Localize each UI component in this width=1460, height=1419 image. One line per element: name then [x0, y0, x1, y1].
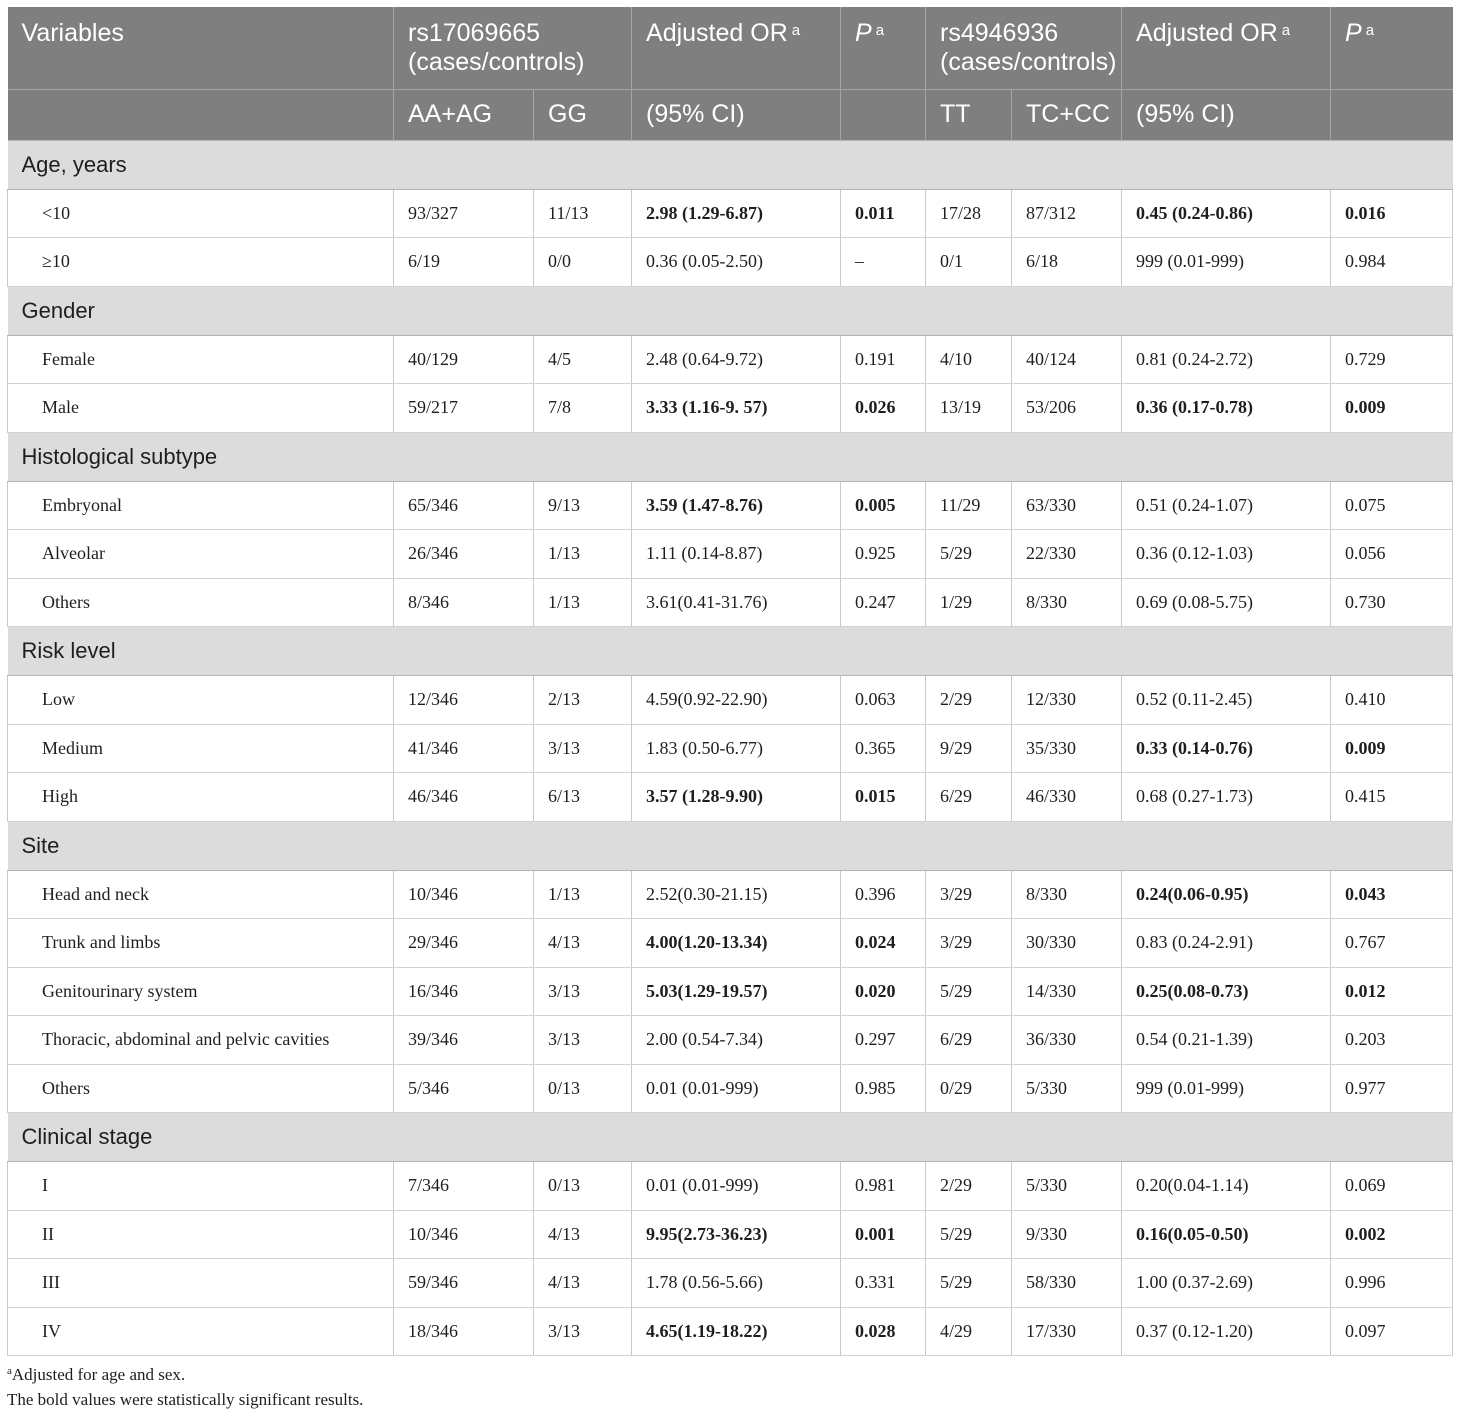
p1-cell: 0.985 — [841, 1064, 926, 1113]
variable-cell: Embryonal — [8, 481, 394, 530]
aa-ag-count-cell: 41/346 — [394, 724, 534, 773]
table-row — [8, 530, 1453, 579]
or1-cell: 0.01 (0.01-999) — [632, 1162, 841, 1211]
or1-cell: 3.61(0.41-31.76) — [632, 578, 841, 627]
aa-ag-count-cell: 16/346 — [394, 967, 534, 1016]
tc-cc-count-cell: 63/330 — [1012, 481, 1122, 530]
header-or2: Adjusted OR $^a$ — [1122, 7, 1331, 89]
gg-count-cell: 7/8 — [534, 384, 632, 433]
or2-cell: 0.81 (0.24-2.72) — [1122, 335, 1331, 384]
p1-cell: 0.005 — [841, 481, 926, 530]
table-row — [8, 1064, 1453, 1113]
aa-ag-count-cell: 8/346 — [394, 578, 534, 627]
variable-cell: I — [8, 1162, 394, 1211]
variable-cell: III — [8, 1259, 394, 1308]
tc-cc-count-cell: 12/330 — [1012, 676, 1122, 725]
tc-cc-count-cell: 17/330 — [1012, 1307, 1122, 1356]
p1-cell: 0.396 — [841, 870, 926, 919]
variable-cell: Male — [8, 384, 394, 433]
p2-cell: 0.043 — [1331, 870, 1453, 919]
table-row — [8, 870, 1453, 919]
table-row — [8, 481, 1453, 530]
group-row — [8, 432, 1453, 481]
p2-cell: 0.002 — [1331, 1210, 1453, 1259]
tt-count-cell: 17/28 — [926, 189, 1012, 238]
or1-cell: 5.03(1.29-19.57) — [632, 967, 841, 1016]
tc-cc-count-cell: 53/206 — [1012, 384, 1122, 433]
tc-cc-count-cell: 5/330 — [1012, 1162, 1122, 1211]
gg-count-cell: 2/13 — [534, 676, 632, 725]
tc-cc-count-cell: 58/330 — [1012, 1259, 1122, 1308]
tt-count-cell: 5/29 — [926, 1210, 1012, 1259]
gg-count-cell: 1/13 — [534, 870, 632, 919]
or2-cell: 0.20(0.04-1.14) — [1122, 1162, 1331, 1211]
header-genotype-gg: GG — [534, 89, 632, 140]
variable-cell: High — [8, 773, 394, 822]
or1-cell: 2.52(0.30-21.15) — [632, 870, 841, 919]
aa-ag-count-cell: 59/217 — [394, 384, 534, 433]
aa-ag-count-cell: 65/346 — [394, 481, 534, 530]
p1-cell: 0.247 — [841, 578, 926, 627]
gg-count-cell: 4/5 — [534, 335, 632, 384]
p1-cell: 0.026 — [841, 384, 926, 433]
tt-count-cell: 6/29 — [926, 773, 1012, 822]
header-blank-1 — [8, 89, 394, 140]
or2-cell: 0.83 (0.24-2.91) — [1122, 919, 1331, 968]
p1-cell: 0.011 — [841, 189, 926, 238]
header-p2: P $^a$ — [1331, 7, 1453, 89]
table-row — [8, 724, 1453, 773]
or1-cell: 9.95(2.73-36.23) — [632, 1210, 841, 1259]
or2-cell: 0.36 (0.17-0.78) — [1122, 384, 1331, 433]
tc-cc-count-cell: 8/330 — [1012, 578, 1122, 627]
header-blank-2 — [841, 89, 926, 140]
variable-cell: Medium — [8, 724, 394, 773]
p1-cell: 0.297 — [841, 1016, 926, 1065]
variable-cell: <10 — [8, 189, 394, 238]
p2-cell: 0.069 — [1331, 1162, 1453, 1211]
p2-cell: 0.996 — [1331, 1259, 1453, 1308]
p2-cell: 0.729 — [1331, 335, 1453, 384]
or1-cell: 4.00(1.20-13.34) — [632, 919, 841, 968]
or2-cell: 0.54 (0.21-1.39) — [1122, 1016, 1331, 1065]
p2-cell: 0.203 — [1331, 1016, 1453, 1065]
aa-ag-count-cell: 40/129 — [394, 335, 534, 384]
or2-cell: 0.37 (0.12-1.20) — [1122, 1307, 1331, 1356]
tt-count-cell: 1/29 — [926, 578, 1012, 627]
aa-ag-count-cell: 93/327 — [394, 189, 534, 238]
or1-cell: 0.36 (0.05-2.50) — [632, 238, 841, 287]
or1-cell: 4.65(1.19-18.22) — [632, 1307, 841, 1356]
table-row — [8, 1162, 1453, 1211]
gg-count-cell: 4/13 — [534, 919, 632, 968]
stratification-table — [7, 7, 1453, 1356]
p2-cell: 0.410 — [1331, 676, 1453, 725]
group-row — [8, 1113, 1453, 1162]
header-ci1: (95% CI) — [632, 89, 841, 140]
or2-cell: 0.36 (0.12-1.03) — [1122, 530, 1331, 579]
gg-count-cell: 4/13 — [534, 1259, 632, 1308]
table-row — [8, 578, 1453, 627]
group-label: Age, years — [8, 140, 1453, 189]
tc-cc-count-cell: 36/330 — [1012, 1016, 1122, 1065]
or1-cell: 0.01 (0.01-999) — [632, 1064, 841, 1113]
aa-ag-count-cell: 6/19 — [394, 238, 534, 287]
p1-cell: 0.365 — [841, 724, 926, 773]
p1-cell: 0.981 — [841, 1162, 926, 1211]
gg-count-cell: 0/0 — [534, 238, 632, 287]
header-snp1: rs17069665 (cases/controls) — [394, 7, 632, 89]
footnote-adjusted: $^a$Adjusted for age and sex. — [7, 1365, 186, 1384]
or2-cell: 0.52 (0.11-2.45) — [1122, 676, 1331, 725]
tc-cc-count-cell: 9/330 — [1012, 1210, 1122, 1259]
gg-count-cell: 0/13 — [534, 1162, 632, 1211]
p2-cell: 0.415 — [1331, 773, 1453, 822]
p2-cell: 0.016 — [1331, 189, 1453, 238]
group-label: Gender — [8, 286, 1453, 335]
or2-cell: 0.16(0.05-0.50) — [1122, 1210, 1331, 1259]
aa-ag-count-cell: 29/346 — [394, 919, 534, 968]
tc-cc-count-cell: 14/330 — [1012, 967, 1122, 1016]
tt-count-cell: 4/29 — [926, 1307, 1012, 1356]
table-row — [8, 384, 1453, 433]
tc-cc-count-cell: 6/18 — [1012, 238, 1122, 287]
or1-cell: 1.11 (0.14-8.87) — [632, 530, 841, 579]
tc-cc-count-cell: 8/330 — [1012, 870, 1122, 919]
table-row — [8, 238, 1453, 287]
or2-cell: 1.00 (0.37-2.69) — [1122, 1259, 1331, 1308]
table-header — [8, 7, 1453, 140]
group-label: Histological subtype — [8, 432, 1453, 481]
table-row — [8, 1307, 1453, 1356]
gg-count-cell: 3/13 — [534, 1016, 632, 1065]
tt-count-cell: 9/29 — [926, 724, 1012, 773]
or2-cell: 999 (0.01-999) — [1122, 238, 1331, 287]
header-genotype-aa-ag: AA+AG — [394, 89, 534, 140]
variable-cell: Thoracic, abdominal and pelvic cavities — [8, 1016, 394, 1065]
p2-cell: 0.097 — [1331, 1307, 1453, 1356]
table-row — [8, 335, 1453, 384]
group-row — [8, 286, 1453, 335]
gg-count-cell: 3/13 — [534, 967, 632, 1016]
aa-ag-count-cell: 18/346 — [394, 1307, 534, 1356]
gg-count-cell: 6/13 — [534, 773, 632, 822]
gg-count-cell: 1/13 — [534, 530, 632, 579]
tt-count-cell: 4/10 — [926, 335, 1012, 384]
or1-cell: 1.83 (0.50-6.77) — [632, 724, 841, 773]
group-label: Clinical stage — [8, 1113, 1453, 1162]
gg-count-cell: 3/13 — [534, 724, 632, 773]
or2-cell: 0.24(0.06-0.95) — [1122, 870, 1331, 919]
aa-ag-count-cell: 46/346 — [394, 773, 534, 822]
header-ci2: (95% CI) — [1122, 89, 1331, 140]
aa-ag-count-cell: 12/346 — [394, 676, 534, 725]
tc-cc-count-cell: 30/330 — [1012, 919, 1122, 968]
or1-cell: 2.48 (0.64-9.72) — [632, 335, 841, 384]
or1-cell: 3.57 (1.28-9.90) — [632, 773, 841, 822]
gg-count-cell: 11/13 — [534, 189, 632, 238]
aa-ag-count-cell: 39/346 — [394, 1016, 534, 1065]
p2-cell: 0.012 — [1331, 967, 1453, 1016]
aa-ag-count-cell: 10/346 — [394, 870, 534, 919]
p2-cell: 0.984 — [1331, 238, 1453, 287]
tc-cc-count-cell: 87/312 — [1012, 189, 1122, 238]
or2-cell: 0.51 (0.24-1.07) — [1122, 481, 1331, 530]
p1-cell: 0.001 — [841, 1210, 926, 1259]
p1-cell: 0.020 — [841, 967, 926, 1016]
header-or1: Adjusted OR $^a$ — [632, 7, 841, 89]
gg-count-cell: 1/13 — [534, 578, 632, 627]
p2-cell: 0.075 — [1331, 481, 1453, 530]
tc-cc-count-cell: 22/330 — [1012, 530, 1122, 579]
tt-count-cell: 13/19 — [926, 384, 1012, 433]
or1-cell: 3.59 (1.47-8.76) — [632, 481, 841, 530]
gg-count-cell: 4/13 — [534, 1210, 632, 1259]
p2-cell: 0.977 — [1331, 1064, 1453, 1113]
tt-count-cell: 5/29 — [926, 967, 1012, 1016]
p2-cell: 0.009 — [1331, 384, 1453, 433]
header-snp2: rs4946936 (cases/controls) — [926, 7, 1122, 89]
variable-cell: Alveolar — [8, 530, 394, 579]
table-row — [8, 189, 1453, 238]
tc-cc-count-cell: 46/330 — [1012, 773, 1122, 822]
group-label: Risk level — [8, 627, 1453, 676]
variable-cell: IV — [8, 1307, 394, 1356]
table-row — [8, 1016, 1453, 1065]
tt-count-cell: 0/1 — [926, 238, 1012, 287]
variable-cell: Low — [8, 676, 394, 725]
tt-count-cell: 3/29 — [926, 870, 1012, 919]
p2-cell: 0.009 — [1331, 724, 1453, 773]
header-genotype-tt: TT — [926, 89, 1012, 140]
table-row — [8, 1210, 1453, 1259]
footnote-bold: The bold values were statistically significant results. — [7, 1390, 364, 1409]
variable-cell: Genitourinary system — [8, 967, 394, 1016]
variable-cell: Female — [8, 335, 394, 384]
variable-cell: ≥10 — [8, 238, 394, 287]
table-row — [8, 676, 1453, 725]
tt-count-cell: 2/29 — [926, 1162, 1012, 1211]
header-p1: P $^a$ — [841, 7, 926, 89]
or2-cell: 0.25(0.08-0.73) — [1122, 967, 1331, 1016]
tt-count-cell: 5/29 — [926, 530, 1012, 579]
variable-cell: Others — [8, 1064, 394, 1113]
or1-cell: 3.33 (1.16-9. 57) — [632, 384, 841, 433]
group-row — [8, 627, 1453, 676]
aa-ag-count-cell: 5/346 — [394, 1064, 534, 1113]
p1-cell: 0.331 — [841, 1259, 926, 1308]
tc-cc-count-cell: 5/330 — [1012, 1064, 1122, 1113]
table-row — [8, 967, 1453, 1016]
table-row — [8, 773, 1453, 822]
or1-cell: 2.98 (1.29-6.87) — [632, 189, 841, 238]
or1-cell: 1.78 (0.56-5.66) — [632, 1259, 841, 1308]
tt-count-cell: 3/29 — [926, 919, 1012, 968]
gg-count-cell: 0/13 — [534, 1064, 632, 1113]
gg-count-cell: 9/13 — [534, 481, 632, 530]
or2-cell: 0.68 (0.27-1.73) — [1122, 773, 1331, 822]
header-blank-3 — [1331, 89, 1453, 140]
p1-cell: 0.015 — [841, 773, 926, 822]
tt-count-cell: 11/29 — [926, 481, 1012, 530]
variable-cell: II — [8, 1210, 394, 1259]
tt-count-cell: 5/29 — [926, 1259, 1012, 1308]
p1-cell: 0.191 — [841, 335, 926, 384]
group-row — [8, 140, 1453, 189]
p2-cell: 0.767 — [1331, 919, 1453, 968]
p1-cell: 0.925 — [841, 530, 926, 579]
header-variables: Variables — [8, 7, 394, 89]
or2-cell: 0.33 (0.14-0.76) — [1122, 724, 1331, 773]
p2-cell: 0.056 — [1331, 530, 1453, 579]
or2-cell: 0.45 (0.24-0.86) — [1122, 189, 1331, 238]
or1-cell: 2.00 (0.54-7.34) — [632, 1016, 841, 1065]
table-body — [8, 140, 1453, 1356]
p1-cell: 0.024 — [841, 919, 926, 968]
results-table-container — [7, 7, 1452, 1356]
tc-cc-count-cell: 35/330 — [1012, 724, 1122, 773]
tt-count-cell: 2/29 — [926, 676, 1012, 725]
gg-count-cell: 3/13 — [534, 1307, 632, 1356]
table-row — [8, 1259, 1453, 1308]
p1-cell: 0.028 — [841, 1307, 926, 1356]
tt-count-cell: 6/29 — [926, 1016, 1012, 1065]
p1-cell: 0.063 — [841, 676, 926, 725]
header-genotype-tc-cc: TC+CC — [1012, 89, 1122, 140]
p2-cell: 0.730 — [1331, 578, 1453, 627]
variable-cell: Head and neck — [8, 870, 394, 919]
tc-cc-count-cell: 40/124 — [1012, 335, 1122, 384]
table-row — [8, 919, 1453, 968]
variable-cell: Others — [8, 578, 394, 627]
aa-ag-count-cell: 7/346 — [394, 1162, 534, 1211]
tt-count-cell: 0/29 — [926, 1064, 1012, 1113]
p1-cell: – — [841, 238, 926, 287]
aa-ag-count-cell: 26/346 — [394, 530, 534, 579]
or2-cell: 0.69 (0.08-5.75) — [1122, 578, 1331, 627]
group-row — [8, 821, 1453, 870]
group-label: Site — [8, 821, 1453, 870]
or2-cell: 999 (0.01-999) — [1122, 1064, 1331, 1113]
or1-cell: 4.59(0.92-22.90) — [632, 676, 841, 725]
variable-cell: Trunk and limbs — [8, 919, 394, 968]
aa-ag-count-cell: 10/346 — [394, 1210, 534, 1259]
aa-ag-count-cell: 59/346 — [394, 1259, 534, 1308]
